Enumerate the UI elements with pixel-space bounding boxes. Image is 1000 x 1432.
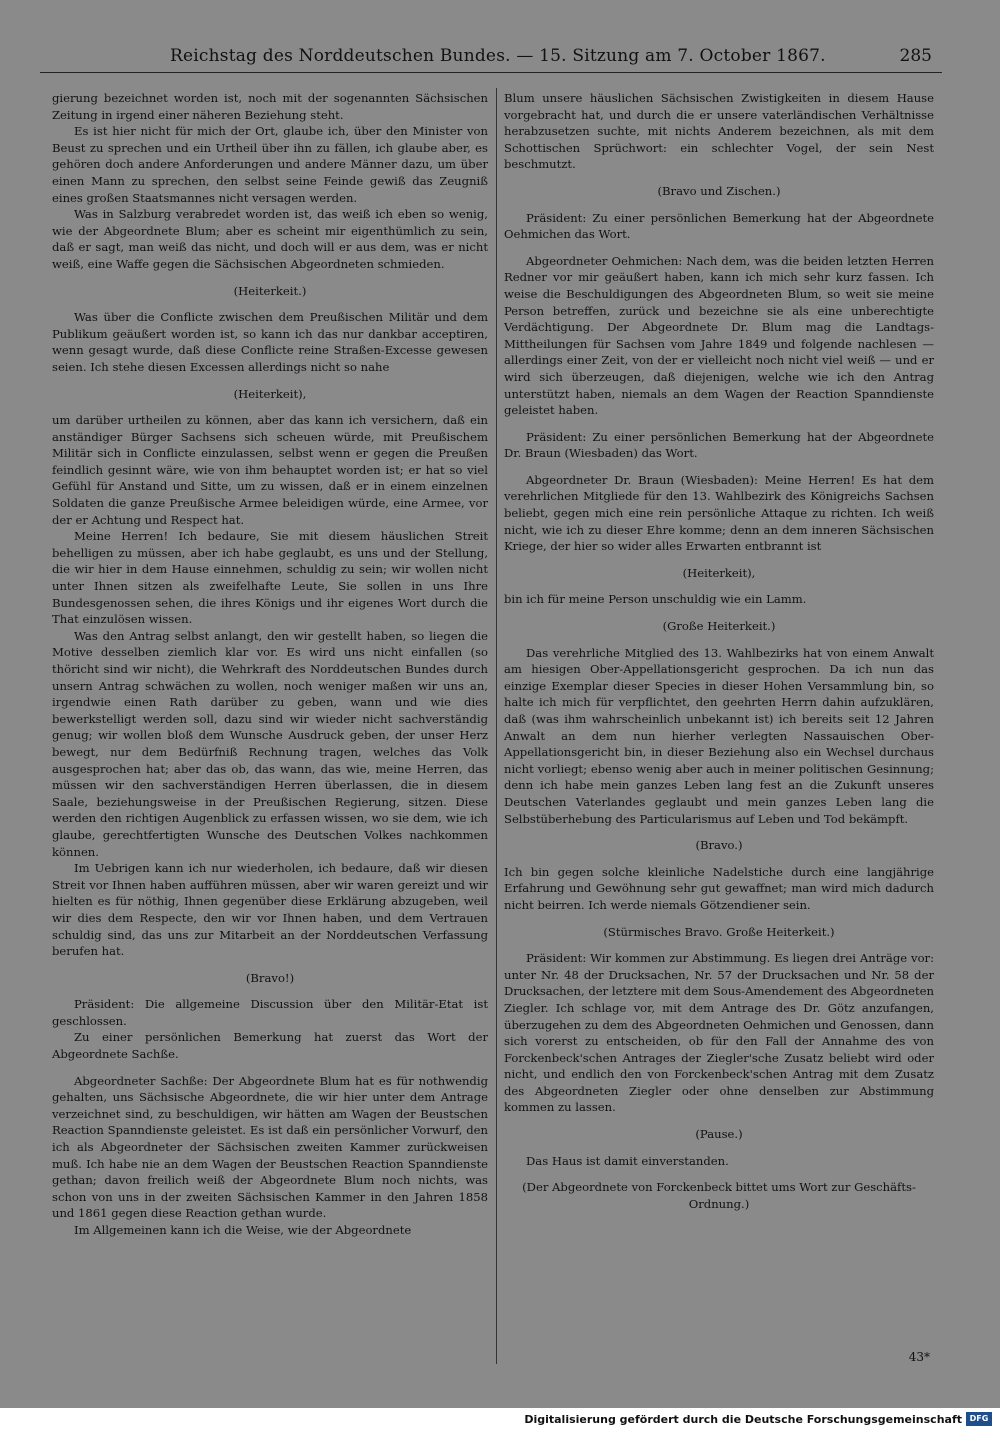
left-column	[52, 90, 488, 1239]
digitization-footer	[0, 1408, 1000, 1432]
paragraph: Im Uebrigen kann ich nur wiederholen, ich bedaure, daß wir diesen Streit vor Ihnen haben aufführen müssen, aber wir waren gereizt und wir hielten es für nöthig, Ihnen gegenüber diese Erklärung abzugeben, weil wir dies dem Respecte, den wir vor Ihnen haben, und dem Vertrauen schuldig sind, das uns zur Mitarbeit an der Norddeutschen Verfassung berufen hat.	[52, 861, 488, 959]
paragraph: Was in Salzburg verabredet worden ist, das weiß ich eben so wenig, wie der Abgeordnete Blum; aber es scheint mir eigenthümlich zu sein, daß er sagt, man weiß das nicht, und doch will er aus dem, was er nicht weiß, eine Waffe gegen die Sächsischen Abgeordneten schmieden.	[52, 207, 488, 271]
paragraph: Blum unsere häuslichen Sächsischen Zwistigkeiten in diesem Hause vorgebracht hat, und durch die er unsere vaterländischen Verhältnisse herabzusetzen suchte, mit nichts Anderem bezeichnen, als mit dem Schottischen Sprüchwort: ein schlechter Vogel, der sein Nest beschmutzt.	[504, 91, 934, 172]
interjection: (Pause.)	[695, 1127, 743, 1142]
interjection: (Heiterkeit.)	[233, 283, 307, 298]
speaker-paragraph: Abgeordneter Sachße: Der Abgeordnete Blum hat es für nothwendig gehalten, uns Sächsische Abgeordnete, die wir hier unter dem Antrage verzeichnet sind, zu beschuldigen, wir hätten am Wagen der Beustschen Reaction Spanndienste geleistet. Es ist daß ein persönlicher Vorwurf, den ich als Abgeordneter der Sächsischen zweiten Kammer zurückweisen muß. Ich habe nie an dem Wagen der Beustschen Reaction Spanndienste gethan; davon freilich weiß der Abgeordnete Blum noch nichts, was schon von uns in der zweiten Sächsischen Kammer in den Jahren 1858 und 1861 gegen diese Reaction gethan wurde.	[52, 1073, 488, 1221]
paragraph: Zu einer persönlichen Bemerkung hat zuerst das Wort der Abgeordnete Sachße.	[52, 1030, 488, 1062]
paragraph: Das Haus ist damit einverstanden.	[526, 1153, 729, 1168]
interjection: (Der Abgeordnete von Forckenbeck bittet ums Wort zur Geschäfts-Ordnung.)	[522, 1180, 916, 1211]
paragraph: Was den Antrag selbst anlangt, den wir gestellt haben, so liegen die Motive desselben ziemlich klar vor. Es wird uns nicht einfallen (so thöricht sind wir nicht), die Wehrkraft des Norddeutschen Bundes durch unsern Antrag schwächen zu wollen, noch weniger maßen wir uns an, irgendwie einen Rath darüber zu geben, wann und wie dies bewerkstelligt werden soll, dazu sind wir wieder nicht sachverständig genug; wir wollen bloß dem Wunsche Ausdruck geben, der unser Herz bewegt, nur dem Bedürfniß Rechnung tragen, welches das Volk ausgesprochen hat; aber das ob, das wann, das wie, meine Herren, das müssen wir den sachverständigen Herren überlassen, die in diesem Saale, beziehungsweise in der Preußischen Regierung, sitzen. Diese werden den richtigen Augenblick zu erfassen wissen, wo sie dem, wie ich glaube, gerechtfertigten Wunsche des Deutschen Volkes nachkommen können.	[52, 628, 488, 859]
speaker-paragraph: Präsident: Die allgemeine Discussion über den Militär-Etat ist geschlossen.	[52, 997, 488, 1028]
interjection: (Heiterkeit),	[682, 565, 756, 580]
speaker-paragraph: Abgeordneter Oehmichen: Nach dem, was die beiden letzten Herren Redner vor mir geäußert haben, kann ich mich sehr kurz fassen. Ich weise die Beschuldigungen des Abgeordneten Blum, so weit sie meine Person betreffen, zurück und bezeichne sie als eine unberechtigte Verdächtigung. Der Abgeordnete Dr. Blum mag die Landtags-Mittheilungen für Sachsen vom Jahre 1849 und folgende nachlesen — allerdings einer Zeit, von der er vielleicht noch nicht viel weiß — und er wird sich überzeugen, daß diejenigen, welche wie ich den Antrag unterstützt haben, niemals an dem Wagen der Reaction Spanndienste geleistet haben.	[504, 253, 934, 418]
column-divider	[496, 88, 497, 1364]
paragraph: Das verehrliche Mitglied des 13. Wahlbezirks hat von einem Anwalt am hiesigen Ober-Appellationsgericht gesprochen. Da ich nun das einzige Exemplar dieser Species in dieser Hohen Versammlung bin, so halte ich mich für verpflichtet, den geehrten Herrn dahin aufzuklären, daß (was ihm wahrscheinlich unbekannt ist) ich bereits seit 12 Jahren Anwalt an dem nun hierher verlegten Nassauischen Ober-Appellationsgericht bin, in dieser Beziehung also ein Wechsel durchaus nicht vorliegt; ebenso wenig aber auch in meiner politischen Gesinnung; denn ich habe mein ganzes Leben lang fest an die Zukunft unseres Deutschen Vaterlandes geglaubt und mein ganzes Leben lang die Selbstüberhebung des Particularismus auf Leben und Tod bekämpft.	[504, 645, 934, 826]
speaker-paragraph: Präsident: Zu einer persönlichen Bemerkung hat der Abgeordnete Oehmichen das Wort.	[504, 210, 934, 242]
page-header	[40, 46, 942, 73]
dfg-logo: DFG	[966, 1412, 992, 1426]
paragraph: gierung bezeichnet worden ist, noch mit der sogenannten Sächsischen Zeitung in irgend einer näheren Beziehung steht.	[52, 91, 488, 122]
running-title: Reichstag des Norddeutschen Bundes. — 15. Sitzung am 7. October 1867.	[170, 46, 826, 66]
speaker-paragraph: Präsident: Zu einer persönlichen Bemerkung hat der Abgeordnete Dr. Braun (Wiesbaden) das Wort.	[504, 429, 934, 461]
interjection: (Bravo und Zischen.)	[657, 183, 781, 198]
funding-note: Digitalisierung gefördert durch die Deutsche Forschungsgemeinschaft	[524, 1413, 962, 1426]
paragraph: bin ich für meine Person unschuldig wie ein Lamm.	[504, 592, 807, 607]
paragraph: Ich bin gegen solche kleinliche Nadelstiche durch eine langjährige Erfahrung und Gewöhnung sehr gut gewaffnet; man wird mich dadurch nicht beirren. Ich werde niemals Götzendiener sein.	[504, 864, 934, 912]
right-column	[504, 90, 934, 1222]
interjection: (Bravo!)	[245, 970, 295, 985]
paragraph: Es ist hier nicht für mich der Ort, glaube ich, über den Minister von Beust zu sprechen und ein Urtheil über ihn zu fällen, ich glaube aber, es gehören doch andere Anforderungen und andere Männer dazu, um über einen Mann zu sprechen, den selbst seine Feinde gewiß das Zeugniß eines großen Staatsmannes nicht versagen werden.	[52, 124, 488, 205]
interjection: (Heiterkeit),	[233, 386, 307, 401]
speaker-paragraph: Abgeordneter Dr. Braun (Wiesbaden): Meine Herren! Es hat dem verehrlichen Mitgliede für den 13. Wahlbezirk des Königreichs Sachsen beliebt, gegen mich eine rein persönliche Attaque zu richten. Ich weiß nicht, wie ich zu dieser Ehre komme; denn an dem inneren Sächsischen Kriege, der hier so wider alles Erwarten entbrannt ist	[504, 472, 934, 554]
paragraph: Was über die Conflicte zwischen dem Preußischen Militär und dem Publikum geäußert worden ist, so kann ich das nur dankbar acceptiren, wenn gesagt wurde, daß diese Conflicte reine Straßen-Excesse gewesen seien. Ich stehe diesen Excessen allerdings nicht so nahe	[52, 310, 488, 374]
paragraph: Im Allgemeinen kann ich die Weise, wie der Abgeordnete	[74, 1223, 412, 1237]
speaker-paragraph: Präsident: Wir kommen zur Abstimmung. Es liegen drei Anträge vor: unter Nr. 48 der Drucksachen, Nr. 57 der Drucksachen und Nr. 58 der Drucksachen, der letztere mit dem Sous-Amendement des Abgeordneten Ziegler. Ich schlage vor, mit dem Antrage des Dr. Götz anzufangen, überzugehen zu dem des Abgeordneten Oehmichen und Genossen, dann sich vorerst zu entscheiden, ob für den Fall der Annahme des von Forckenbeck'schen Antrages der Ziegler'sche Zusatz beliebt wird oder nicht, und endlich den von Forckenbeck'schen Antrag mit dem Zusatz des Abgeordneten Ziegler oder ohne denselben zur Abstimmung kommen zu lassen.	[504, 951, 934, 1115]
page-number: 285	[899, 46, 932, 66]
interjection: (Bravo.)	[695, 838, 743, 853]
paragraph: um darüber urtheilen zu können, aber das kann ich versichern, daß ein anständiger Bürger Sachsens sich scheuen würde, mit Preußischem Militär sich in Conflicte einzulassen, selbst wenn er gegen die Preußen feindlich gesinnt wäre, wie von ihm behauptet worden ist; er hat so viel Gefühl für Anstand und Sitte, um zu wissen, daß er in einem einzelnen Soldaten die ganze Preußische Armee beleidigen würde, eine Armee, vor der er Achtung und Respect hat.	[52, 413, 488, 527]
paragraph: Meine Herren! Ich bedaure, Sie mit diesem häuslichen Streit behelligen zu müssen, aber ich habe geglaubt, es uns und der Stellung, die wir hier in dem Hause einnehmen, schuldig zu sein; wir wollen nicht unter Ihnen sitzen als zweifelhafte Leute, Sie sollen in uns Ihre Bundesgenossen sehen, die ihres Königs und ihr eigenes Wort durch die That einzulösen wissen.	[52, 529, 488, 627]
interjection: (Große Heiterkeit.)	[662, 619, 776, 634]
interjection: (Stürmisches Bravo. Große Heiterkeit.)	[603, 924, 835, 939]
sheet-signature: 43*	[908, 1350, 930, 1364]
